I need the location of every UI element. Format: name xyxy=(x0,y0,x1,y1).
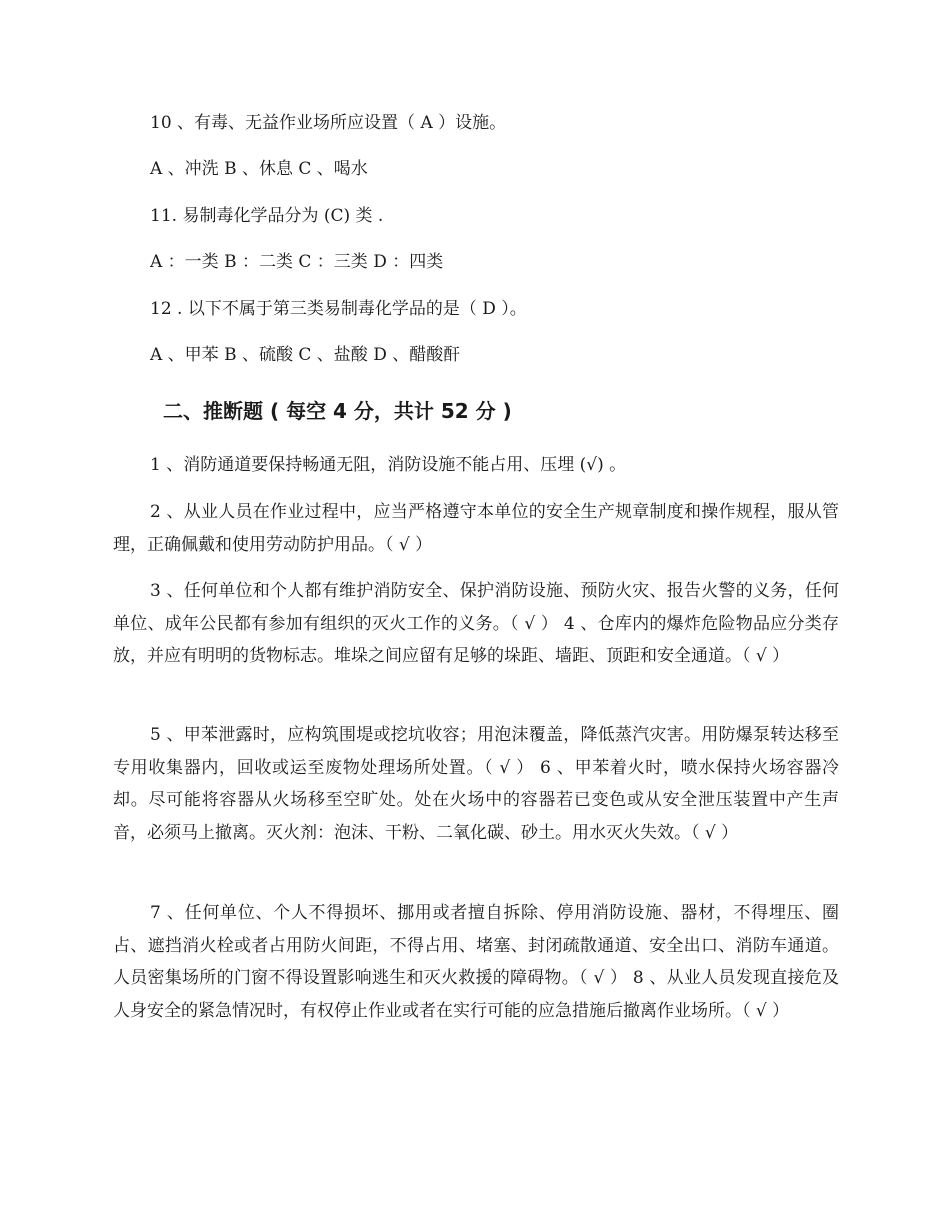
judgment-item-3-4: 3 、任何单位和个人都有维护消防安全、保护消防设施、预防火灾、报告火警的义务，任何单位、成年公民都有参加有组织的灭火工作的义务。（ √ ） 4 、仓库内的爆炸危险物品应分类存放，并应有明明的货物标志。堆垛之间应留有足够的垛距、墙距、顶距和安全通道。（ √ ） xyxy=(113,581,839,667)
question-11: 11. 易制毒化学品分为 (C) 类 . xyxy=(150,206,384,226)
judgment-item-5-6: 5 、甲苯泄露时，应构筑围堤或挖坑收容；用泡沫覆盖，降低蒸汽灾害。用防爆泵转达移至专用收集器内，回收或运至废物处理场所处置。（ √ ） 6 、甲苯着火时，喷水保持火场容器冷却。尽可能将容器从火场移至空旷处。处在火场中的容器若已变色或从安全泄压装置中产生声音，必须马上撤离。灭火剂：泡沫、干粉、二氧化碳、砂土。用水灭火失效。（ √ ） xyxy=(113,725,839,844)
question-12-options: A 、甲苯 B 、硫酸 C 、盐酸 D 、醋酸酐 xyxy=(150,345,461,365)
question-12: 12 . 以下不属于第三类易制毒化学品的是（ D ）。 xyxy=(150,299,527,319)
judgment-item-7-8: 7 、任何单位、个人不得损坏、挪用或者擅自拆除、停用消防设施、器材，不得埋压、圈占、遮挡消火栓或者占用防火间距，不得占用、堵塞、封闭疏散通道、安全出口、消防车通道。人员密集场所的门窗不得设置影响逃生和灭火救援的障碍物。（ √ ） 8 、从业人员发现直接危及人身安全的紧急情况时，有权停止作业或者在实行可能的应急措施后撤离作业场所。（ √ ） xyxy=(113,903,839,1022)
question-10-options: A 、冲洗 B 、休息 C 、喝水 xyxy=(150,159,368,179)
question-10: 10 、有毒、无益作业场所应设置（ A ）设施。 xyxy=(150,113,507,133)
question-11-options: A ：一类 B ：二类 C ：三类 D ：四类 xyxy=(150,252,444,272)
judgment-item-1: 1 、消防通道要保持畅通无阻，消防设施不能占用、压埋 (√) 。 xyxy=(150,455,627,475)
judgment-item-2: 2 、从业人员在作业过程中，应当严格遵守本单位的安全生产规章制度和操作规程，服从管理，正确佩戴和使用劳动防护用品。（ √ ） xyxy=(113,502,839,555)
section-two-heading: 二、推断题 ( 每空 4 分，共计 52 分 ) xyxy=(163,399,512,423)
